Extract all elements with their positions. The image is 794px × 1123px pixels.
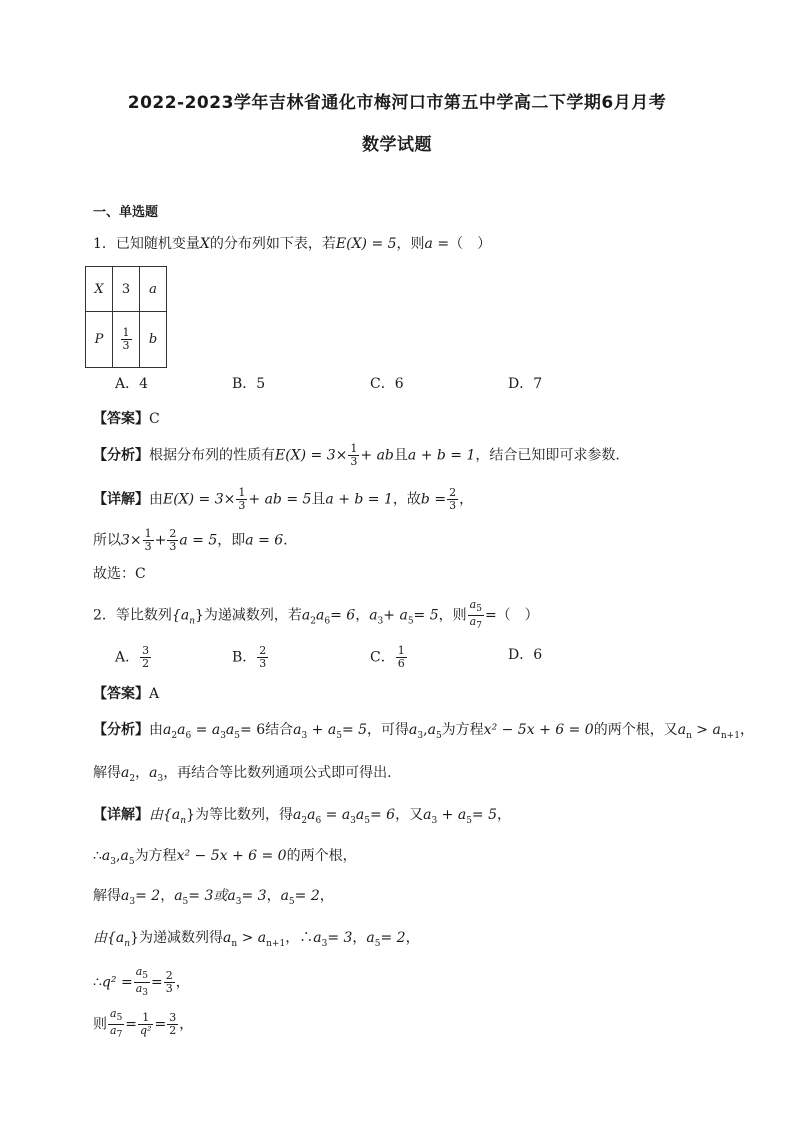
table-cell: a [140,267,167,312]
section-heading: 一、单选题 [93,205,159,220]
table-cell: 3 [113,267,140,312]
q2-option-a: A． $\frac{3}{2}$ [115,644,150,670]
q1-option-a: A．4 [115,376,149,392]
q2-detail-5: ∴q² = $\frac{a_5}{a_3}$ = $\frac{2}{3}$ ， [93,965,190,999]
q2-detail-4: 由$\{a_n\}$为递减数列得$a_n > a_{n+1}$，$\therefore a_3= 3$，$a_5= 2$， [93,930,420,949]
q2-detail-6: 则 $\frac{a_5}{a_7}$ = $\frac{1}{\text{q²}}$ = $\frac{3}{2}$ ， [93,1007,194,1041]
q2-detail: 【详解】由$\{a_n\}$为等比数列，得$a_2a_6 = a_3a_5= 6$，又$a_3 + a_5= 5$， [93,807,512,826]
q2-analysis-2: 解得$a_2$，$a_3$，再结合等比数列通项公式即可得出. [93,765,392,784]
q1-analysis: 【分析】根据分布列的性质有E(X) = 3× $\frac{1}{3}$ + ab且a + b = 1，结合已知即可求参数. [93,442,620,468]
q2-analysis: 【分析】由$a_2a_6 = a_3a_5= 6$结合$a_3 + a_5= 5$，可得$a_3,a_5$为方程x² − 5x + 6 = 0的两个根，又$a_n > a_{n+1}$， [93,722,754,741]
table-cell: $\frac{1}{3}$ [113,312,140,368]
q2-stem: 2．等比数列$\{a_n\}$为递减数列，若$a_2a_6= 6$，$a_3+ a_5= 5$，则 $\frac{a_5}{a_7}$ =（ ） [93,598,539,632]
q1-stem: 1．已知随机变量X的分布列如下表，若E(X) = 5，则a =（ ） [93,236,492,252]
q1-distribution-table [85,266,167,368]
table-cell: b [140,312,167,368]
q2-detail-3: 解得$a_3= 2$，$a_5= 3$或$a_3= 3$，$a_5= 2$， [93,888,334,907]
q2-answer: 【答案】A [93,686,160,702]
q2-option-b: B． $\frac{2}{3}$ [232,644,267,670]
table-cell: P [86,312,113,368]
q2-option-c: C． $\frac{1}{6}$ [370,644,405,670]
q2-option-d: D．6 [508,647,543,663]
table-cell: X [86,267,113,312]
q1-option-c: C．6 [370,376,404,392]
page-title-line1: 2022-2023学年吉林省通化市梅河口市第五中学高二下学期6月月考 [127,93,667,113]
q1-answer: 【答案】C [93,411,160,427]
q1-option-d: D．7 [508,376,543,392]
q1-so: 所以3× $\frac{1}{3}$ + $\frac{2}{3}$ a = 5，即a = 6. [93,527,288,553]
q1-choose: 故选：C [93,566,146,582]
q1-detail: 【详解】由E(X) = 3× $\frac{1}{3}$ + ab = 5且a + b = 1，故b = $\frac{2}{3}$ ， [93,486,474,512]
page-title-line2: 数学试题 [362,135,432,155]
q1-option-b: B．5 [232,376,266,392]
q2-detail-2: $\therefore a_3,a_5$为方程x² − 5x + 6 = 0的两个根， [93,848,357,867]
